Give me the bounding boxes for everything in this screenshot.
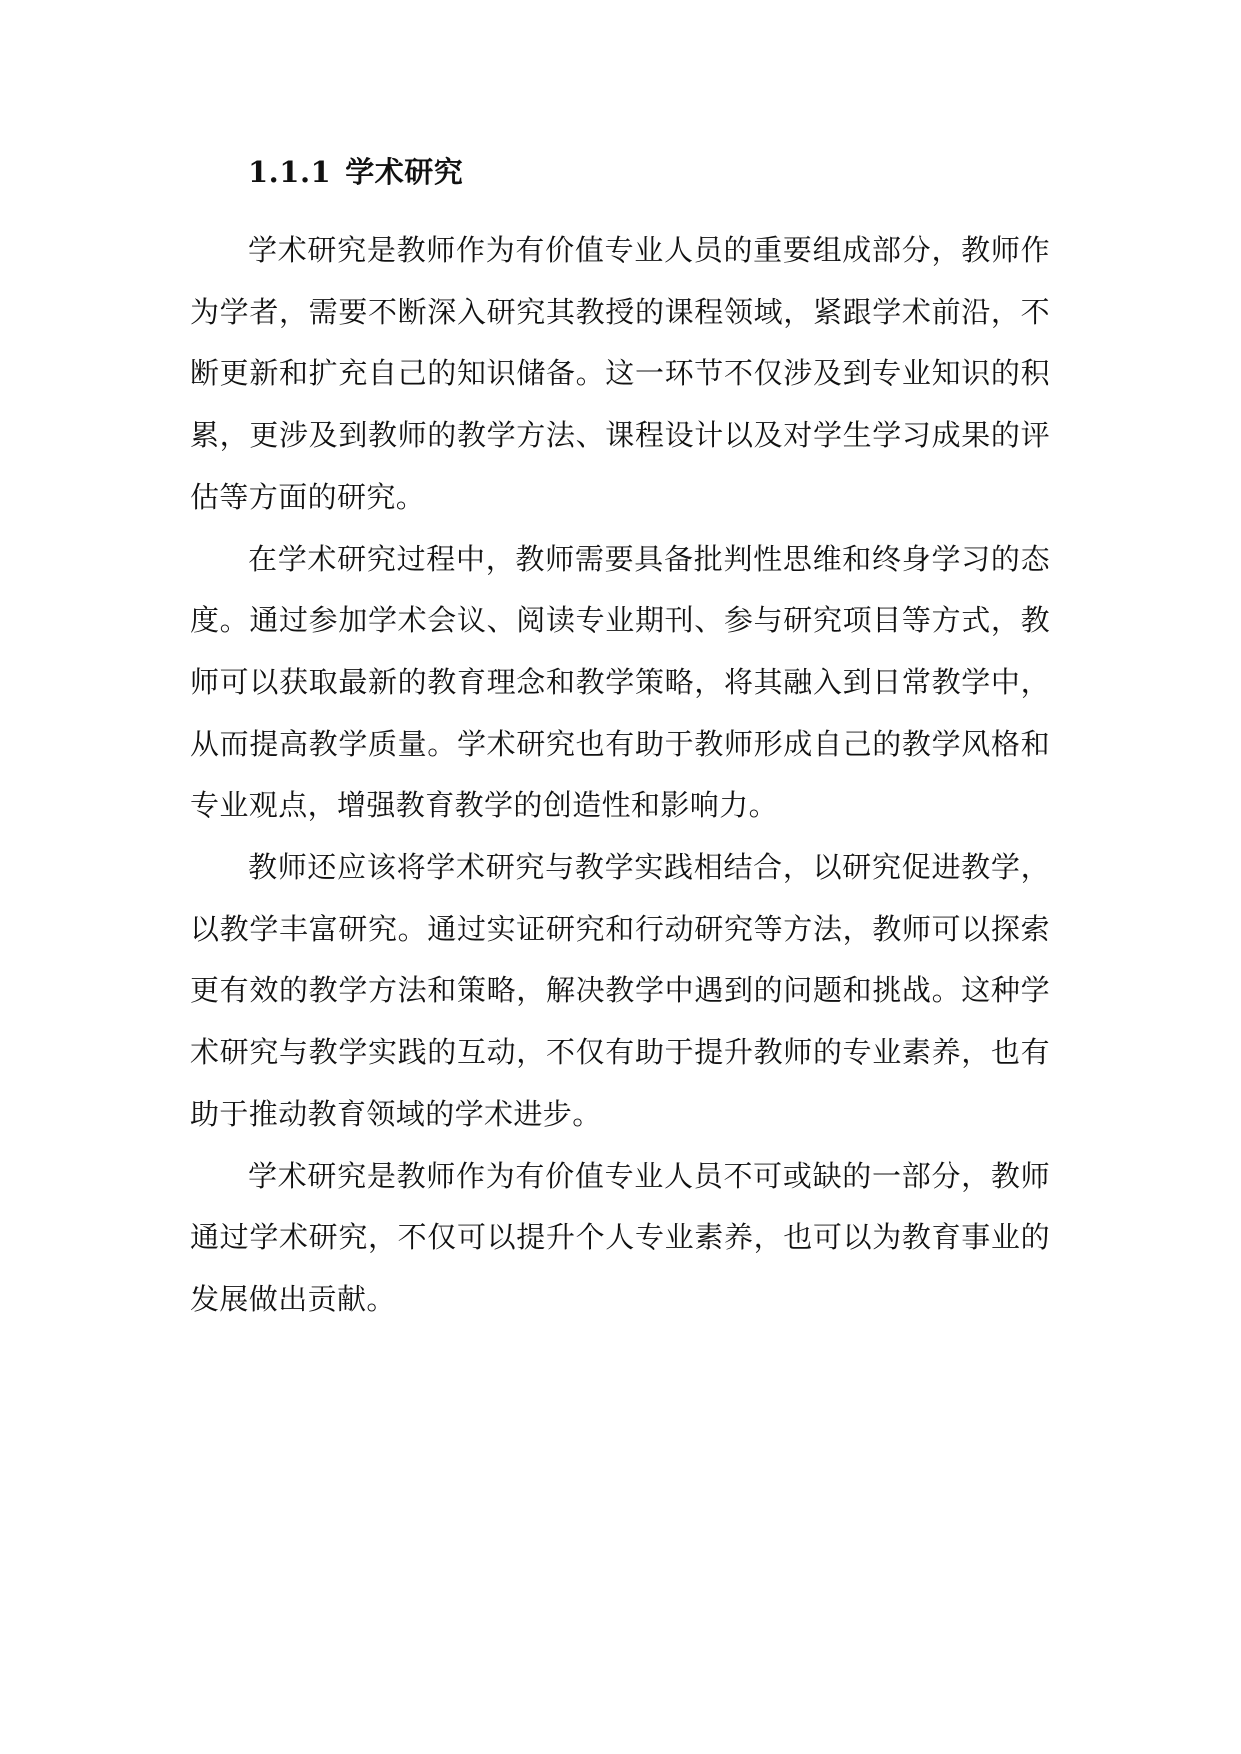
section-title: 学术研究 <box>345 155 464 189</box>
paragraph: 学术研究是教师作为有价值专业人员的重要组成部分，教师作为学者，需要不断深入研究其教授的课程领域，紧跟学术前沿，不断更新和扩充自己的知识储备。这一环节不仅涉及到专业知识的积累，更涉及到教师的教学方法、课程设计以及对学生学习成果的评估等方面的研究。 <box>190 233 1050 514</box>
body-text <box>190 220 1050 1331</box>
section-number: 1.1.1 <box>248 155 332 189</box>
paragraph: 教师还应该将学术研究与教学实践相结合，以研究促进教学，以教学丰富研究。通过实证研究和行动研究等方法，教师可以探索更有效的教学方法和策略，解决教学中遇到的问题和挑战。这种学术研究与教学实践的互动，不仅有助于提升教师的专业素养，也有助于推动教育领域的学术进步。 <box>190 850 1050 1131</box>
section-heading <box>248 148 463 196</box>
paragraph: 学术研究是教师作为有价值专业人员不可或缺的一部分，教师通过学术研究，不仅可以提升个人专业素养，也可以为教育事业的发展做出贡献。 <box>190 1158 1050 1316</box>
paragraph: 在学术研究过程中，教师需要具备批判性思维和终身学习的态度。通过参加学术会议、阅读专业期刊、参与研究项目等方式，教师可以获取最新的教育理念和教学策略，将其融入到日常教学中，从而提高教学质量。学术研究也有助于教师形成自己的教学风格和专业观点，增强教育教学的创造性和影响力。 <box>190 541 1050 823</box>
